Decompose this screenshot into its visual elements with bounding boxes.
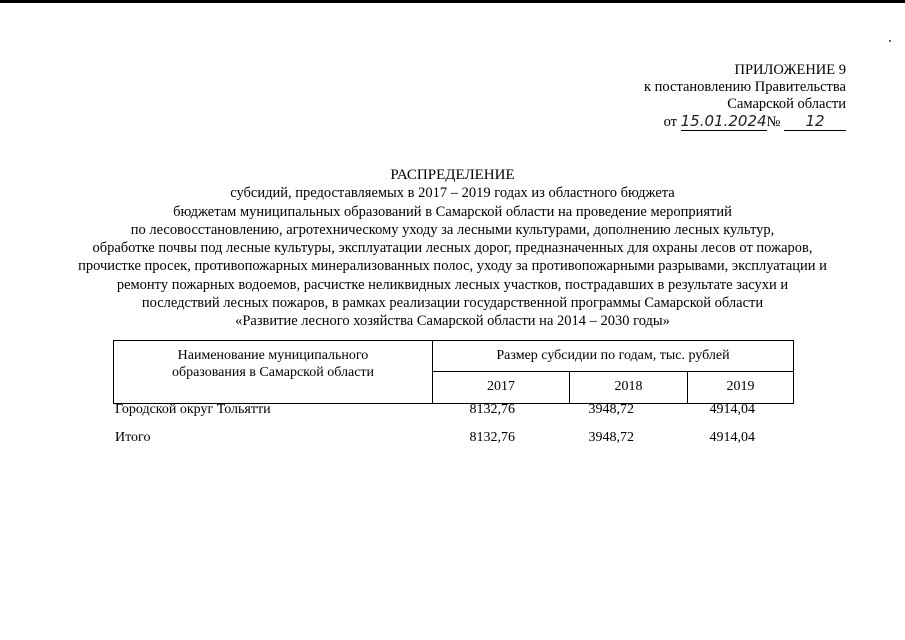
table-row — [115, 402, 795, 430]
scan-speck — [889, 40, 891, 42]
row-value-2018: 3948,72 — [588, 430, 634, 445]
column-header-year: 2018 — [570, 371, 688, 403]
document-heading — [30, 166, 875, 331]
heading-line: обработке почвы под лесные культуры, эксплуатации лесных дорог, предназначенных для охраны лесов от пожаров, — [92, 240, 813, 257]
appendix-date-line — [560, 113, 846, 131]
handwritten-date: 15.01.2024 — [680, 112, 767, 130]
handwritten-number: 12 — [784, 113, 846, 131]
column-header-year: 2019 — [688, 371, 794, 403]
row-value-2017: 8132,76 — [469, 402, 515, 417]
heading-line: прочистке просек, противопожарных минерализованных полос, уходу за противопожарными разрывами, эксплуатации и — [78, 258, 827, 275]
number-prefix: № — [766, 114, 781, 130]
row-value-2019: 4914,04 — [709, 430, 755, 445]
date-prefix: от — [663, 114, 678, 130]
appendix-region: Самарской области — [727, 96, 846, 112]
heading-line: субсидий, предоставляемых в 2017 – 2019 годах из областного бюджета — [230, 185, 675, 202]
column-header-municipality: Наименование муниципального образования в Самарской области — [114, 341, 433, 404]
row-municipality: Городской округ Тольятти — [115, 402, 271, 417]
table-row-total — [115, 430, 795, 458]
subsidy-table-body — [115, 402, 795, 458]
appendix-block — [560, 62, 846, 131]
heading-line: «Развитие лесного хозяйства Самарской области на 2014 – 2030 годы» — [235, 313, 670, 330]
column-header-subsidy-group: Размер субсидии по годам, тыс. рублей — [433, 341, 794, 372]
row-value-2017: 8132,76 — [469, 430, 515, 445]
column-header-year: 2017 — [433, 371, 570, 403]
heading-line: по лесовосстановлению, агротехническому уходу за лесными культурами, дополнению лесных культур, — [130, 221, 775, 238]
row-value-2018: 3948,72 — [588, 402, 634, 417]
heading-line: ремонту пожарных водоемов, расчистке неликвидных лесных участков, пострадавших в результате засухи и — [116, 276, 789, 293]
heading-line: последствий лесных пожаров, в рамках реализации государственной программы Самарской области — [141, 295, 764, 312]
top-border — [0, 0, 905, 3]
appendix-title: ПРИЛОЖЕНИЕ 9 — [734, 62, 846, 78]
document-title: РАСПРЕДЕЛЕНИЕ — [390, 167, 515, 183]
appendix-resolution: к постановлению Правительства — [644, 79, 846, 95]
heading-line: бюджетам муниципальных образований в Самарской области на проведение мероприятий — [173, 203, 732, 220]
row-total-label: Итого — [115, 430, 151, 445]
subsidy-table-header — [113, 340, 794, 404]
row-value-2019: 4914,04 — [709, 402, 755, 417]
